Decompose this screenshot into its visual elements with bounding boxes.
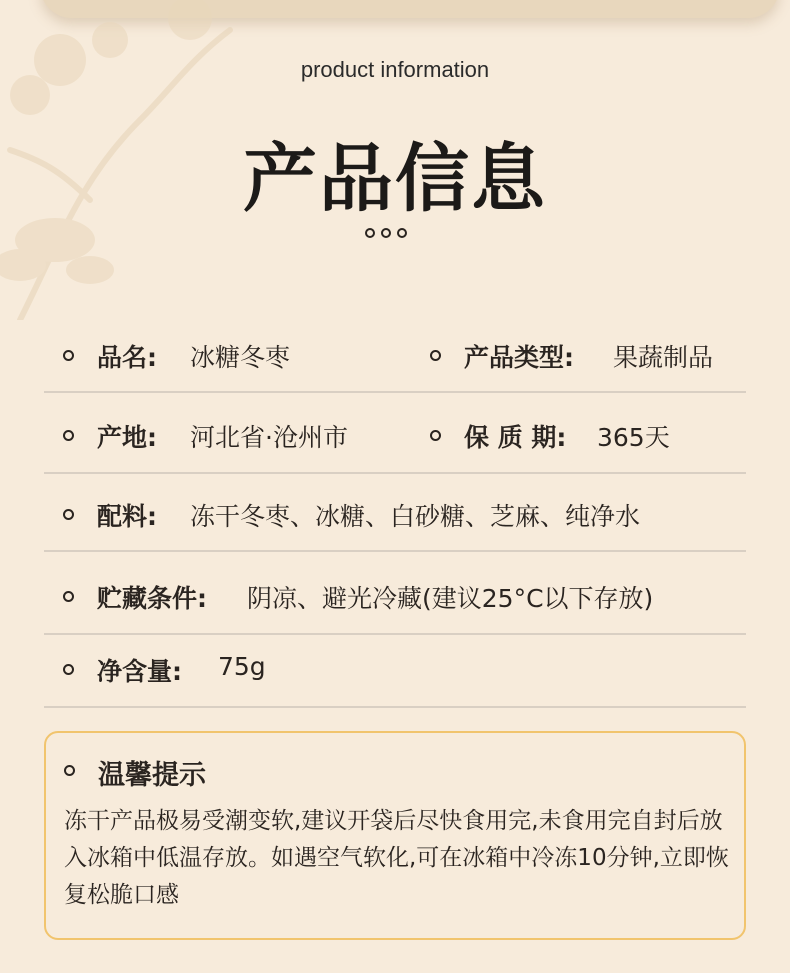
divider [44,472,746,474]
category-value: 果蔬制品 [613,343,714,372]
bullet-icon [63,509,74,520]
bullet-icon [63,664,74,675]
circle-icon [397,228,407,238]
tip-box [44,731,746,940]
shelf-life-value: 365天 [597,423,670,452]
shelf-life-label: 保 质 期: [464,423,567,452]
net-content-value: 75g [218,652,266,681]
net-content-label: 净含量: [97,657,182,686]
storage-value: 阴凉、避光冷藏(建议25°C以下存放) [247,584,654,613]
page-title: 产品信息 [243,136,547,222]
bullet-icon [430,430,441,441]
name-label: 品名: [97,343,157,372]
bullet-icon [63,350,74,361]
bullet-icon [64,765,75,776]
storage-label: 贮藏条件: [97,584,207,613]
divider [44,550,746,552]
circle-icon [381,228,391,238]
divider [44,391,746,393]
category-label: 产品类型: [464,343,574,372]
decorative-dots [365,228,407,238]
divider [44,633,746,635]
page-subtitle: product information [300,57,490,82]
tip-text: 冻干产品极易受潮变软,建议开袋后尽快食用完,未食用完自封后放入冰箱中低温存放。如遇空气软化,可在冰箱中冷冻10分钟,立即恢复松脆口感 [64,808,729,908]
bullet-icon [63,430,74,441]
divider [44,706,746,708]
origin-label: 产地: [97,423,157,452]
circle-icon [365,228,375,238]
ingredients-label: 配料: [97,502,157,531]
tip-title: 温馨提示 [98,760,206,791]
name-value: 冰糖冬枣 [190,343,291,372]
origin-value: 河北省·沧州市 [190,423,348,452]
bullet-icon [430,350,441,361]
ingredients-value: 冻干冬枣、冰糖、白砂糖、芝麻、纯净水 [190,502,641,531]
bullet-icon [63,591,74,602]
